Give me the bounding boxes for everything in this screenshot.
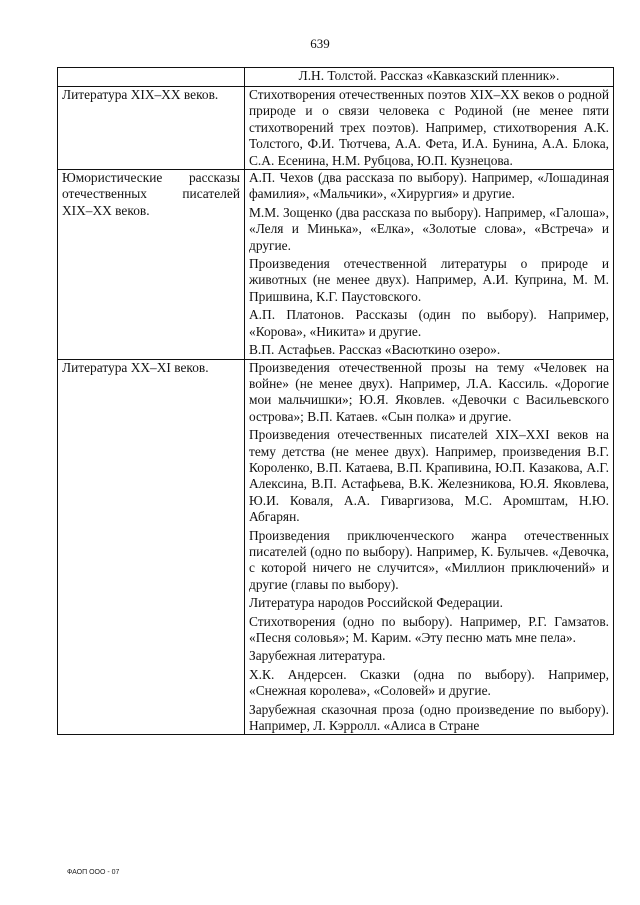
content-paragraph: Произведения отечественной литературы о природе и животных (не менее двух). Например, А.И. Куприна, М. М. Пришвина, К.Г. Паустовского. (249, 256, 609, 304)
topic-cell (58, 87, 245, 170)
topic-cell (58, 170, 245, 359)
content-paragraph: В.П. Астафьев. Рассказ «Васюткино озеро». (249, 342, 501, 358)
topic-cell (58, 68, 245, 87)
content-paragraph: Стихотворения отечественных поэтов XIX–XX веков о родной природе и о связи человека с Родиной (не менее пяти стихотворений трех поэтов). Например, стихотворения А.К. Толстого, Ф.И. Тютчева, А.А. Фета, И.А. Бунина, А.А. Блока, С.А. Есенина, Н.М. Рубцова, Ю.П. Кузнецова. (249, 87, 609, 168)
content-paragraph: Произведения приключенческого жанра отечественных писателей (одно по выбору). Например, К. Булычев. «Девочка, с которой ничего не случится», «Миллион приключений» и другие (главы по выбору). (249, 527, 609, 592)
table-row (58, 359, 614, 735)
content-paragraph: Зарубежная сказочная проза (одно произведение по выбору). Например, Л. Кэрролл. «Алиса в Стране (249, 701, 609, 734)
content-paragraph: Произведения отечественной прозы на тему «Человек на войне» (не менее двух). Например, Л.А. Кассиль. «Дорогие мои мальчишки»; Ю.Я. Яковлев. «Девочки с Васильевского острова»; В.П. Катаев. «Сын полка» и другие. (249, 359, 609, 424)
content-paragraph: Произведения отечественных писателей XIX–XXI веков на тему детства (не менее двух). Например, произведения В.Г. Короленко, В.П. Катаева, В.П. Крапивина, Ю.П. Казакова, А.Г. Алексина, В.П. Астафьева, В.К. Железникова, Ю.Я. Яковлева, Ю.И. Коваля, А.А. Гиваргизова, М.С. Аромштам, Н.Ю. Абгарян. (249, 427, 609, 525)
table-row (58, 87, 614, 170)
content-cell (245, 68, 614, 87)
content-paragraph: Зарубежная литература. (249, 648, 386, 664)
table-row (58, 68, 614, 87)
content-paragraph: А.П. Чехов (два рассказа по выбору). Например, «Лошадиная фамилия», «Мальчики», «Хирургия» и другие. (249, 170, 609, 202)
footer-document-code: ФАОП ООО - 07 (67, 869, 120, 876)
curriculum-table (57, 67, 614, 735)
content-cell (245, 87, 614, 170)
content-paragraph: Л.Н. Толстой. Рассказ «Кавказский пленник». (298, 68, 560, 83)
topic-text: Литература XX–XI веков. (62, 359, 209, 375)
topic-text: Юмористические рассказы отечественных писателей XIX–XX веков. (62, 170, 240, 218)
page-number: 639 (310, 36, 330, 51)
content-paragraph: А.П. Платонов. Рассказы (один по выбору). Например, «Корова», «Никита» и другие. (249, 307, 609, 339)
table-row (58, 170, 614, 359)
content-cell (245, 170, 614, 359)
content-paragraph: Литература народов Российской Федерации. (249, 595, 503, 611)
topic-text: Литература XIX–XX веков. (62, 87, 219, 102)
content-cell (245, 359, 614, 735)
content-paragraph: Стихотворения (одно по выбору). Например, Р.Г. Гамзатов. «Песня соловья»; М. Карим. «Эту песню мать мне пела». (249, 613, 609, 645)
topic-cell (58, 359, 245, 735)
content-paragraph: Х.К. Андерсен. Сказки (одна по выбору). Например, «Снежная королева», «Соловей» и другие. (249, 666, 609, 699)
content-paragraph: М.М. Зощенко (два рассказа по выбору). Например, «Галоша», «Леля и Минька», «Елка», «Золотые слова», «Встреча» и другие. (249, 204, 609, 253)
